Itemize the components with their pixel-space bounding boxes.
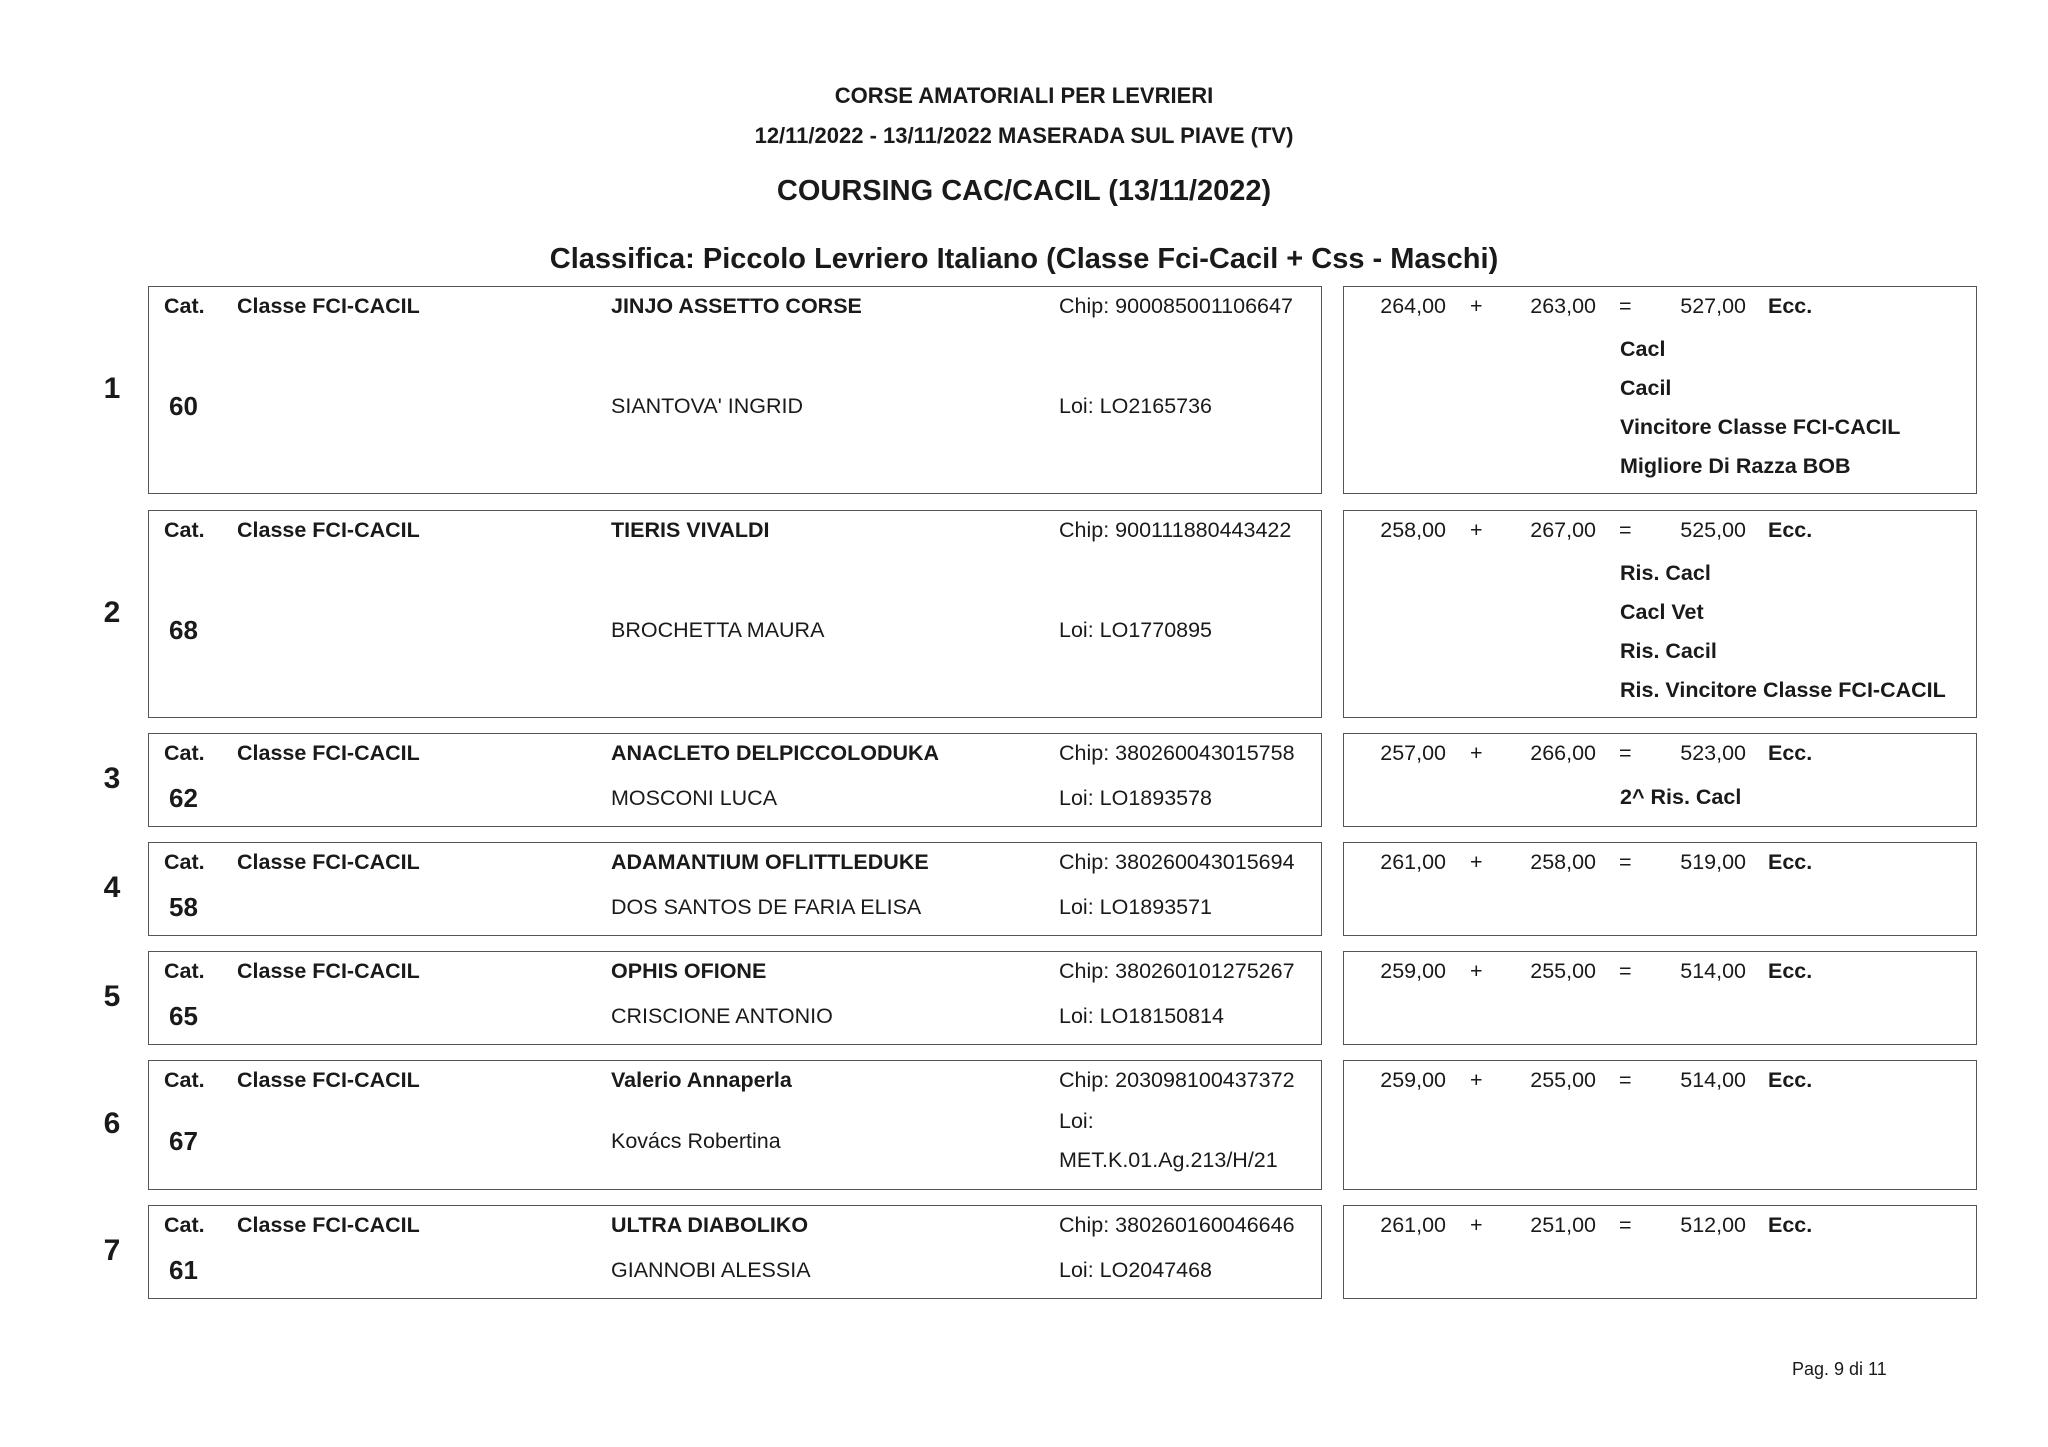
chip-number: Chip: 380260160046646 <box>1059 1213 1295 1237</box>
dog-info-box <box>148 842 1322 936</box>
score-round-1: 257,00 <box>1380 741 1446 765</box>
dog-name: ADAMANTIUM OFLITTLEDUKE <box>611 850 929 874</box>
score-round-2: 251,00 <box>1530 1213 1596 1237</box>
total-score: 519,00 <box>1680 850 1746 874</box>
total-score: 523,00 <box>1680 741 1746 765</box>
equals-sign: = <box>1619 518 1632 542</box>
score-round-2: 267,00 <box>1530 518 1596 542</box>
score-round-1: 259,00 <box>1380 959 1446 983</box>
rank-number: 3 <box>103 762 121 795</box>
class-name: Classe FCI-CACIL <box>237 850 420 874</box>
score-round-2: 255,00 <box>1530 959 1596 983</box>
catalog-number: 65 <box>169 1001 198 1031</box>
catalog-number: 58 <box>169 892 198 922</box>
chip-number: Chip: 380260043015694 <box>1059 850 1295 874</box>
award-title: Cacl Vet <box>1620 600 1704 624</box>
equals-sign: = <box>1619 294 1632 318</box>
catalog-number: 68 <box>169 615 198 645</box>
loi-number: Loi: <box>1059 1109 1094 1133</box>
owner-name: BROCHETTA MAURA <box>611 618 825 642</box>
dog-name: JINJO ASSETTO CORSE <box>611 294 862 318</box>
plus-sign: + <box>1470 518 1483 542</box>
cat-label: Cat. <box>164 1213 205 1237</box>
header-line-2: 12/11/2022 - 13/11/2022 MASERADA SUL PIAVE (TV) <box>754 123 1294 148</box>
total-score: 527,00 <box>1680 294 1746 318</box>
page-number: Pag. 9 di 11 <box>1792 1359 1887 1379</box>
score-round-2: 266,00 <box>1530 741 1596 765</box>
owner-name: SIANTOVA' INGRID <box>611 394 804 418</box>
catalog-number: 60 <box>169 391 198 421</box>
cat-label: Cat. <box>164 850 205 874</box>
classifica-title: Classifica: Piccolo Levriero Italiano (Classe Fci-Cacil + Css - Maschi) <box>549 243 1499 275</box>
qualification: Ecc. <box>1768 518 1813 542</box>
total-score: 525,00 <box>1680 518 1746 542</box>
cat-label: Cat. <box>164 1068 205 1092</box>
owner-name: DOS SANTOS DE FARIA ELISA <box>611 895 922 919</box>
catalog-number: 61 <box>169 1255 198 1285</box>
score-box <box>1343 842 1977 936</box>
cat-label: Cat. <box>164 959 205 983</box>
owner-name: Kovács Robertina <box>611 1129 781 1153</box>
equals-sign: = <box>1619 1068 1632 1092</box>
equals-sign: = <box>1619 1213 1632 1237</box>
dog-name: Valerio Annaperla <box>611 1068 792 1092</box>
score-round-1: 261,00 <box>1380 1213 1446 1237</box>
catalog-number: 67 <box>169 1126 198 1156</box>
rank-number: 4 <box>103 871 121 904</box>
qualification: Ecc. <box>1768 294 1813 318</box>
class-name: Classe FCI-CACIL <box>237 1213 420 1237</box>
dog-name: ANACLETO DELPICCOLODUKA <box>611 741 940 765</box>
class-name: Classe FCI-CACIL <box>237 1068 420 1092</box>
owner-name: CRISCIONE ANTONIO <box>611 1004 833 1028</box>
loi-number: Loi: LO2165736 <box>1059 394 1213 418</box>
qualification: Ecc. <box>1768 741 1813 765</box>
loi-number: Loi: LO1893571 <box>1059 895 1213 919</box>
award-title: Ris. Cacl <box>1620 561 1711 585</box>
score-box <box>1343 1060 1977 1190</box>
dog-name: TIERIS VIVALDI <box>611 518 770 542</box>
header-line-1: CORSE AMATORIALI PER LEVRIERI <box>834 83 1214 108</box>
dog-info-box <box>148 286 1322 494</box>
dog-name: OPHIS OFIONE <box>611 959 767 983</box>
qualification: Ecc. <box>1768 850 1813 874</box>
dog-info-box <box>148 951 1322 1045</box>
total-score: 514,00 <box>1680 1068 1746 1092</box>
loi-number: Loi: LO1770895 <box>1059 618 1213 642</box>
equals-sign: = <box>1619 741 1632 765</box>
loi-number: Loi: LO2047468 <box>1059 1258 1213 1282</box>
score-round-2: 263,00 <box>1530 294 1596 318</box>
page-title: COURSING CAC/CACIL (13/11/2022) <box>776 175 1272 207</box>
cat-label: Cat. <box>164 294 205 318</box>
rank-number: 5 <box>103 980 121 1013</box>
chip-number: Chip: 380260101275267 <box>1059 959 1295 983</box>
equals-sign: = <box>1619 850 1632 874</box>
loi-number: Loi: LO1893578 <box>1059 786 1213 810</box>
cat-label: Cat. <box>164 518 205 542</box>
loi-number: Loi: LO18150814 <box>1059 1004 1224 1028</box>
class-name: Classe FCI-CACIL <box>237 959 420 983</box>
cat-label: Cat. <box>164 741 205 765</box>
award-title: Cacil <box>1620 376 1672 400</box>
qualification: Ecc. <box>1768 1213 1813 1237</box>
total-score: 514,00 <box>1680 959 1746 983</box>
award-title: Vincitore Classe FCI-CACIL <box>1620 415 1901 439</box>
dog-info-box <box>148 1205 1322 1299</box>
plus-sign: + <box>1470 959 1483 983</box>
score-round-1: 264,00 <box>1380 294 1446 318</box>
score-box <box>1343 733 1977 827</box>
score-box <box>1343 951 1977 1045</box>
rank-number: 7 <box>103 1234 121 1267</box>
class-name: Classe FCI-CACIL <box>237 518 420 542</box>
score-box <box>1343 1205 1977 1299</box>
score-round-1: 261,00 <box>1380 850 1446 874</box>
rank-number: 2 <box>103 596 121 629</box>
award-title: Cacl <box>1620 337 1666 361</box>
equals-sign: = <box>1619 959 1632 983</box>
plus-sign: + <box>1470 741 1483 765</box>
dog-name: ULTRA DIABOLIKO <box>611 1213 809 1237</box>
catalog-number: 62 <box>169 783 198 813</box>
total-score: 512,00 <box>1680 1213 1746 1237</box>
plus-sign: + <box>1470 294 1483 318</box>
class-name: Classe FCI-CACIL <box>237 294 420 318</box>
award-title: Ris. Vincitore Classe FCI-CACIL <box>1620 678 1946 702</box>
owner-name: GIANNOBI ALESSIA <box>611 1258 811 1282</box>
score-round-2: 255,00 <box>1530 1068 1596 1092</box>
loi-number-cont: MET.K.01.Ag.213/H/21 <box>1059 1148 1278 1172</box>
plus-sign: + <box>1470 1068 1483 1092</box>
class-name: Classe FCI-CACIL <box>237 741 420 765</box>
dog-info-box <box>148 1060 1322 1190</box>
dog-info-box <box>148 733 1322 827</box>
chip-number: Chip: 900085001106647 <box>1059 294 1293 318</box>
score-round-1: 259,00 <box>1380 1068 1446 1092</box>
plus-sign: + <box>1470 850 1483 874</box>
score-round-1: 258,00 <box>1380 518 1446 542</box>
rank-number: 6 <box>103 1107 121 1140</box>
chip-number: Chip: 380260043015758 <box>1059 741 1295 765</box>
rank-number: 1 <box>103 372 121 405</box>
qualification: Ecc. <box>1768 1068 1813 1092</box>
chip-number: Chip: 900111880443422 <box>1059 518 1292 542</box>
award-title: 2^ Ris. Cacl <box>1620 785 1742 809</box>
plus-sign: + <box>1470 1213 1483 1237</box>
qualification: Ecc. <box>1768 959 1813 983</box>
owner-name: MOSCONI LUCA <box>611 786 778 810</box>
score-round-2: 258,00 <box>1530 850 1596 874</box>
award-title: Migliore Di Razza BOB <box>1620 454 1851 478</box>
award-title: Ris. Cacil <box>1620 639 1717 663</box>
dog-info-box <box>148 510 1322 718</box>
chip-number: Chip: 203098100437372 <box>1059 1068 1295 1092</box>
